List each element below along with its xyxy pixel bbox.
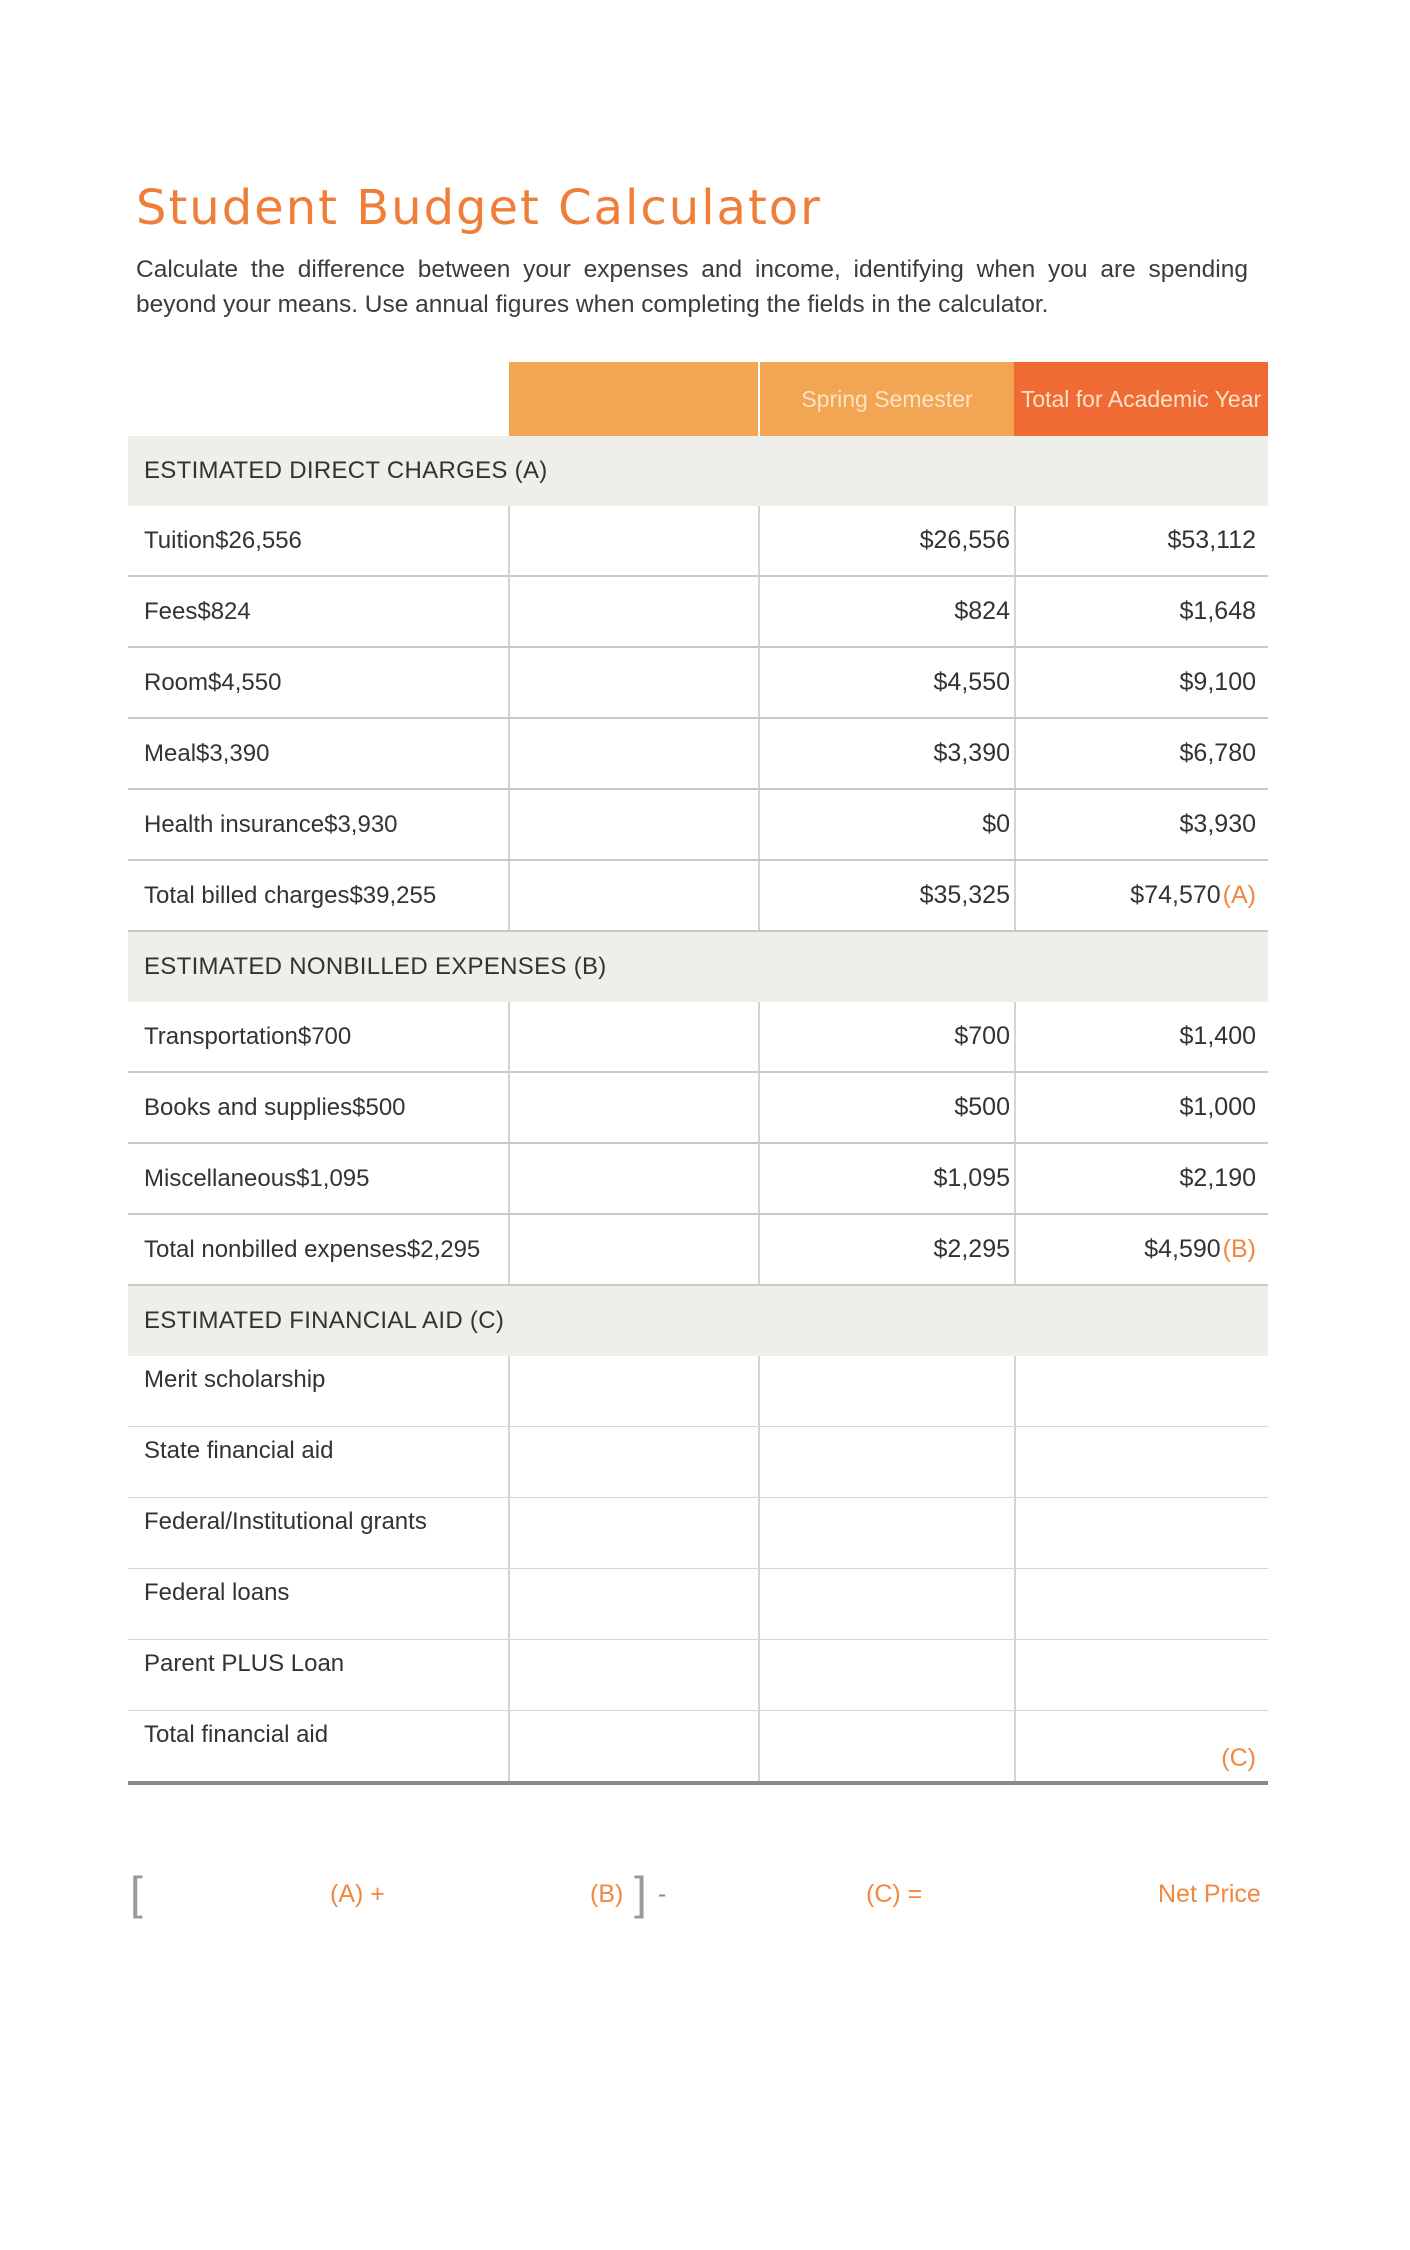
formula-open-bracket: [ [130,1867,143,1919]
table-row [128,1356,1268,1427]
header-spring: Spring Semester [758,362,1014,436]
total-cell [1014,577,1268,646]
formula-a: (A) + [330,1880,385,1908]
table-row [128,648,1268,719]
header-blank [128,362,508,436]
table-row [128,1427,1268,1498]
table-row [128,1498,1268,1569]
fall-input-cell[interactable] [508,1144,758,1213]
nonbilled-expenses-rows [128,1002,1268,1286]
page-title: Student Budget Calculator [136,180,822,236]
spring-value: $3,390 [758,719,1014,788]
formula-b: (B) [590,1880,624,1908]
row-label: Health insurance$3,930 [144,810,398,838]
total-cell [1014,1073,1268,1142]
section-direct-charges: ESTIMATED DIRECT CHARGES (A) [128,436,1268,506]
spring-value: $0 [758,790,1014,859]
row-label: Total financial aid [144,1721,329,1748]
table-row [128,1569,1268,1640]
fall-input-cell[interactable] [508,1569,758,1639]
row-label: Miscellaneous$1,095 [144,1164,370,1192]
fall-input-cell[interactable] [508,1215,758,1284]
total-input-cell[interactable] [1014,1427,1268,1497]
row-label: Merit scholarship [144,1366,326,1393]
total-cell [1014,1144,1268,1213]
table-row [128,861,1268,932]
spring-value: $500 [758,1073,1014,1142]
fall-input-cell[interactable] [508,1073,758,1142]
fall-input-cell[interactable] [508,790,758,859]
total-value: $4,590 [1144,1235,1221,1263]
total-value: $3,930 [1179,810,1256,838]
spring-input-cell[interactable] [758,1711,1014,1781]
total-value: $2,190 [1179,1164,1256,1192]
row-label: Books and supplies$500 [144,1093,406,1121]
table-row [128,1144,1268,1215]
total-mark: (A) [1222,881,1256,909]
total-input-cell[interactable] [1014,1498,1268,1568]
intro-text: Calculate the difference between your expenses and income, identifying when you are spending beyond your means. Use annual figures when completing the fields in the calculator. [136,256,1248,318]
budget-table [128,362,1268,1785]
spring-input-cell[interactable] [758,1498,1014,1568]
table-row [128,1215,1268,1286]
total-cell [1014,1215,1268,1284]
total-input-cell[interactable] [1014,1569,1268,1639]
table-row [128,790,1268,861]
spring-input-cell[interactable] [758,1427,1014,1497]
table-row [128,719,1268,790]
fall-input-cell[interactable] [508,577,758,646]
total-input-cell[interactable] [1014,1356,1268,1426]
fall-input-cell[interactable] [508,719,758,788]
total-input-cell[interactable] [1014,1711,1268,1781]
formula-close-bracket: ] [634,1867,647,1919]
section-nonbilled-expenses: ESTIMATED NONBILLED EXPENSES (B) [128,932,1268,1002]
spring-value: $26,556 [758,506,1014,575]
total-cell [1014,790,1268,859]
total-value: $6,780 [1179,739,1256,767]
row-label: Meal$3,390 [144,739,270,767]
total-value: $53,112 [1167,526,1256,554]
row-label: Federal/Institutional grants [144,1508,427,1535]
spring-value: $824 [758,577,1014,646]
fall-input-cell[interactable] [508,1427,758,1497]
spring-input-cell[interactable] [758,1356,1014,1426]
spring-value: $35,325 [758,861,1014,930]
spring-value: $1,095 [758,1144,1014,1213]
table-row [128,1711,1268,1785]
fall-input-cell[interactable] [508,506,758,575]
fall-input-cell[interactable] [508,861,758,930]
row-label: State financial aid [144,1437,334,1464]
total-mark: (B) [1222,1235,1256,1263]
total-value: $74,570 [1130,881,1221,909]
fall-input-cell[interactable] [508,1356,758,1426]
total-value: $9,100 [1179,668,1256,696]
fall-input-cell[interactable] [508,648,758,717]
header-total: Total for Academic Year [1014,362,1268,436]
total-value: $1,400 [1179,1022,1256,1050]
spring-input-cell[interactable] [758,1569,1014,1639]
row-label: Room$4,550 [144,668,282,696]
spring-value: $4,550 [758,648,1014,717]
table-row [128,1002,1268,1073]
spring-value: $2,295 [758,1215,1014,1284]
direct-charges-rows [128,506,1268,932]
formula-c: (C) = [866,1880,923,1908]
formula-net-price: Net Price [1158,1880,1261,1908]
fall-input-cell[interactable] [508,1002,758,1071]
row-label: Transportation$700 [144,1022,352,1050]
table-row [128,506,1268,577]
fall-input-cell[interactable] [508,1640,758,1710]
fall-input-cell[interactable] [508,1498,758,1568]
total-cell [1014,861,1268,930]
row-label: Total nonbilled expenses$2,295 [144,1235,481,1263]
total-value: $1,000 [1179,1093,1256,1121]
table-row [128,1073,1268,1144]
formula-minus: - [658,1880,667,1908]
spring-input-cell[interactable] [758,1640,1014,1710]
spring-value: $700 [758,1002,1014,1071]
section-financial-aid: ESTIMATED FINANCIAL AID (C) [128,1286,1268,1356]
total-mark: (C) [1221,1744,1256,1772]
row-label: Tuition$26,556 [144,526,302,554]
total-input-cell[interactable] [1014,1640,1268,1710]
row-label: Parent PLUS Loan [144,1650,345,1677]
row-label: Federal loans [144,1579,290,1606]
header-fall-cell [508,362,758,436]
total-cell [1014,719,1268,788]
total-cell [1014,1002,1268,1071]
total-cell [1014,506,1268,575]
table-header [128,362,1268,436]
financial-aid-rows [128,1356,1268,1785]
row-label: Total billed charges$39,255 [144,881,437,909]
table-row [128,1640,1268,1711]
table-row [128,577,1268,648]
fall-input-cell[interactable] [508,1711,758,1781]
row-label: Fees$824 [144,597,251,625]
total-value: $1,648 [1179,597,1256,625]
net-price-formula [128,1867,1273,1920]
total-cell [1014,648,1268,717]
